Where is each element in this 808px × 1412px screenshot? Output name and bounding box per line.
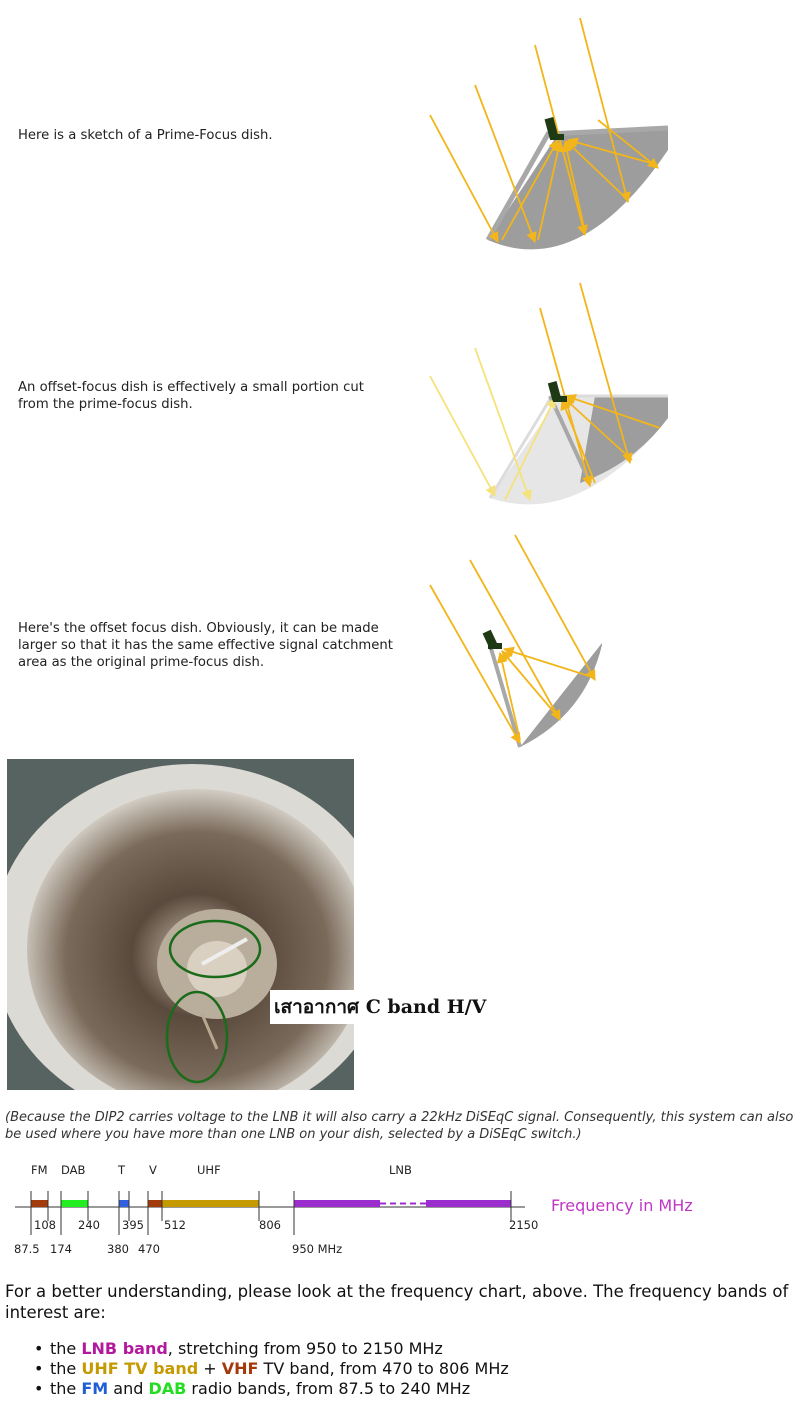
tick-label-512: 512 — [164, 1218, 186, 1232]
lnb-band-highlight: LNB band — [81, 1339, 168, 1358]
intro-paragraph: For a better understanding, please look at the frequency chart, above. The frequency bands of interest are: — [5, 1282, 789, 1322]
band-bar-t — [119, 1200, 129, 1207]
tick-label-240: 240 — [78, 1218, 100, 1232]
dab-band-highlight: DAB — [148, 1379, 187, 1398]
list-text: and — [108, 1379, 149, 1398]
caption-prime-focus: Here is a sketch of a Prime-Focus dish. — [18, 128, 273, 143]
bands-list — [32, 1339, 792, 1399]
tick-label-395: 395 — [122, 1218, 144, 1232]
tick-label-380: 380 — [107, 1242, 129, 1256]
fm-band-highlight: FM — [81, 1379, 109, 1398]
list-item-lnb — [32, 1339, 792, 1359]
list-text: the — [50, 1379, 82, 1398]
prime-focus-dish-diagram — [410, 10, 680, 260]
list-text: TV band, from 470 to 806 MHz — [258, 1359, 509, 1378]
band-label-v: V — [149, 1163, 157, 1177]
uhf-band-highlight: UHF TV band — [81, 1359, 199, 1378]
tick-label-174: 174 — [50, 1242, 72, 1256]
frequency-chart — [0, 1155, 808, 1270]
tick-label-950: 950 MHz — [292, 1242, 343, 1256]
list-item-uhf-vhf — [32, 1359, 792, 1379]
list-text: + — [198, 1359, 222, 1378]
offset-cut-diagram — [420, 278, 680, 518]
band-bar-fm — [31, 1200, 48, 1207]
band-bar-uhf — [162, 1200, 259, 1207]
list-text: , stretching from 950 to 2150 MHz — [167, 1339, 443, 1358]
chart-title: Frequency in MHz — [551, 1196, 693, 1215]
band-bar-lnb-left — [294, 1200, 380, 1207]
list-text: the — [50, 1359, 82, 1378]
list-text: radio bands, from 87.5 to 240 MHz — [186, 1379, 471, 1398]
diseqc-note: (Because the DIP2 carries voltage to the LNB it will also carry a 22kHz DiSEqC signal. Consequently, this system can also be used where you have more than one LNB on your dish, selected by a DiSEqC switch.) — [5, 1110, 794, 1142]
tick-label-2150: 2150 — [509, 1218, 539, 1232]
band-bar-dab — [61, 1200, 88, 1207]
band-bar-lnb-right — [426, 1200, 511, 1207]
caption-offset-intro: An offset-focus dish is effectively a small portion cut from the prime-focus dish. — [18, 380, 364, 412]
band-label-t: T — [118, 1163, 126, 1177]
band-label-fm: FM — [31, 1163, 48, 1177]
tick-label-108: 108 — [34, 1218, 56, 1232]
tick-label-87-5: 87.5 — [14, 1242, 40, 1256]
tick-label-470: 470 — [138, 1242, 160, 1256]
vhf-band-highlight: VHF — [221, 1359, 259, 1378]
photo-label: เสาอากาศ C band H/V — [270, 990, 490, 1024]
offset-dish-diagram — [420, 525, 620, 755]
list-item-fm-dab — [32, 1379, 792, 1399]
offset-rays — [430, 535, 595, 743]
caption-offset-final: Here's the offset focus dish. Obviously, it can be made larger so that it has the same effective signal catchment area as the original prime-focus dish. — [18, 621, 393, 670]
tick-label-806: 806 — [259, 1218, 281, 1232]
band-label-lnb: LNB — [389, 1163, 412, 1177]
feedhorn-photo — [7, 759, 354, 1090]
list-text: the — [50, 1339, 82, 1358]
band-label-uhf: UHF — [197, 1163, 221, 1177]
band-bar-v — [148, 1200, 162, 1207]
band-label-dab: DAB — [61, 1163, 86, 1177]
lnb-feed-icon — [483, 630, 502, 650]
